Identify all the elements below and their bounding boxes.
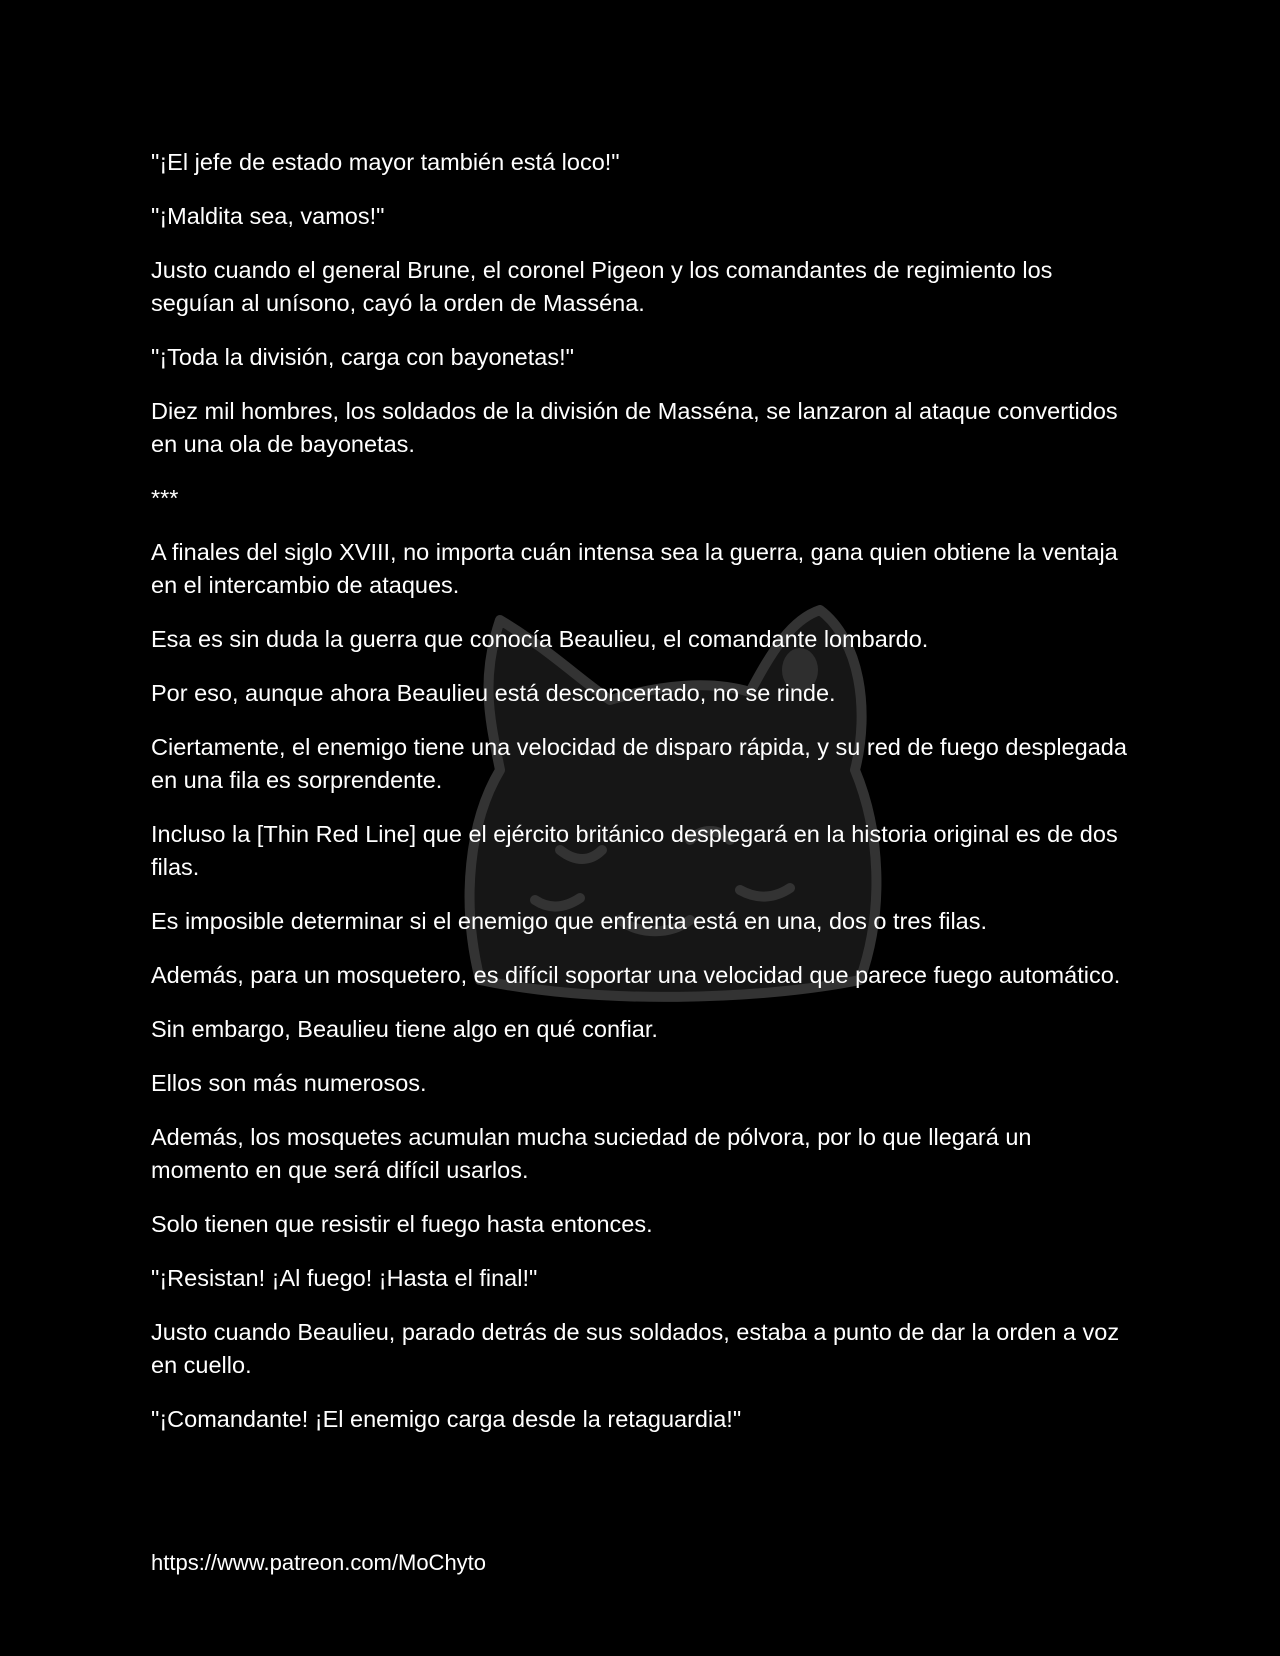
paragraph: Por eso, aunque ahora Beaulieu está desconcertado, no se rinde. — [151, 680, 836, 706]
patreon-link[interactable]: https://www.patreon.com/MoChyto — [151, 1550, 487, 1575]
chapter-text — [151, 146, 1131, 1457]
paragraph: "¡El jefe de estado mayor también está loco!" — [151, 149, 620, 175]
paragraph: Esa es sin duda la guerra que conocía Beaulieu, el comandante lombardo. — [151, 626, 929, 652]
paragraph: Además, los mosquetes acumulan mucha suciedad de pólvora, por lo que llegará un momento en que será difícil usarlos. — [151, 1124, 1032, 1183]
paragraph: Solo tienen que resistir el fuego hasta entonces. — [151, 1211, 653, 1237]
paragraph: "¡Resistan! ¡Al fuego! ¡Hasta el final!" — [151, 1265, 538, 1291]
paragraph: Incluso la [Thin Red Line] que el ejército británico desplegará en la historia original es de dos filas. — [151, 821, 1118, 880]
paragraph: "¡Comandante! ¡El enemigo carga desde la retaguardia!" — [151, 1406, 742, 1432]
paragraph: Ciertamente, el enemigo tiene una velocidad de disparo rápida, y su red de fuego desplegada en una fila es sorprendente. — [151, 734, 1127, 793]
paragraph: "¡Toda la división, carga con bayonetas!" — [151, 344, 574, 370]
paragraph: Diez mil hombres, los soldados de la división de Masséna, se lanzaron al ataque convertidos en una ola de bayonetas. — [151, 398, 1118, 457]
paragraph: Es imposible determinar si el enemigo que enfrenta está en una, dos o tres filas. — [151, 908, 988, 934]
paragraph: "¡Maldita sea, vamos!" — [151, 203, 385, 229]
paragraph: Ellos son más numerosos. — [151, 1070, 427, 1096]
paragraph: Además, para un mosquetero, es difícil soportar una velocidad que parece fuego automático. — [151, 962, 1121, 988]
paragraph: Justo cuando el general Brune, el coronel Pigeon y los comandantes de regimiento los seguían al unísono, cayó la orden de Masséna. — [151, 257, 1053, 316]
paragraph: Sin embargo, Beaulieu tiene algo en qué confiar. — [151, 1016, 658, 1042]
paragraph: Justo cuando Beaulieu, parado detrás de sus soldados, estaba a punto de dar la orden a voz en cuello. — [151, 1319, 1120, 1378]
scene-break: *** — [151, 485, 179, 511]
paragraph: A finales del siglo XVIII, no importa cuán intensa sea la guerra, gana quien obtiene la ventaja en el intercambio de ataques. — [151, 539, 1118, 598]
